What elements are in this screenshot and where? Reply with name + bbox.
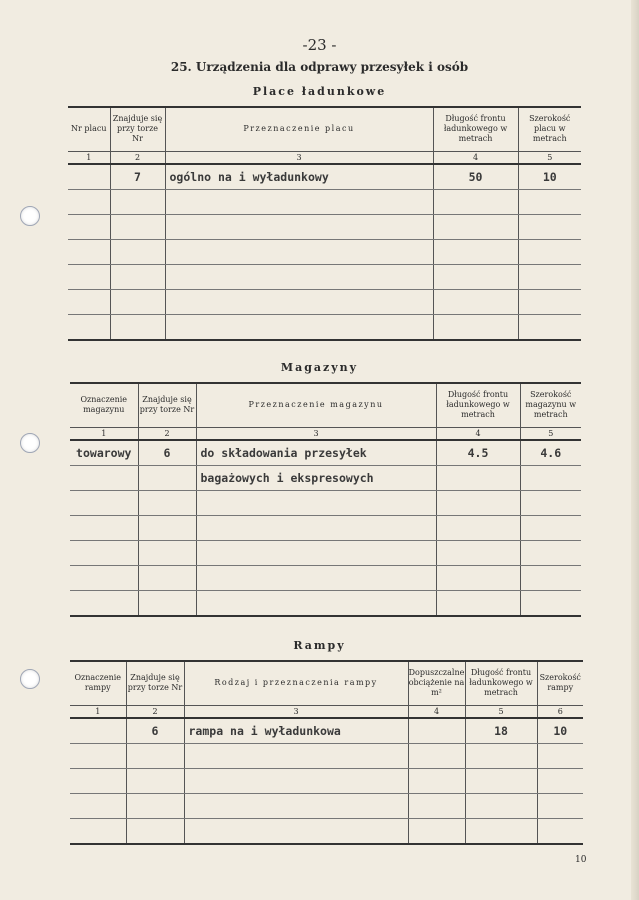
col-header: Rodzaj i przeznaczenia rampy	[184, 661, 408, 705]
rampy-table	[70, 660, 583, 845]
cell	[465, 743, 537, 768]
cell: rampa na i wyładunkowa	[184, 718, 408, 744]
cell: towarowy	[70, 440, 138, 466]
table-row	[68, 239, 581, 264]
cell	[126, 768, 184, 793]
cell	[126, 818, 184, 844]
cell	[68, 289, 110, 314]
cell	[165, 189, 433, 214]
rampy-title: Rampy	[293, 639, 346, 652]
col-number: 3	[165, 151, 433, 164]
cell	[70, 490, 138, 515]
table-row	[70, 515, 581, 540]
cell: 4.6	[520, 440, 581, 466]
cell: 18	[465, 718, 537, 744]
cell	[68, 164, 110, 190]
cell: 6	[126, 718, 184, 744]
cell: 4.5	[436, 440, 520, 466]
table-row	[70, 490, 581, 515]
cell	[70, 540, 138, 565]
table-row	[70, 565, 581, 590]
cell	[138, 565, 196, 590]
col-header: Przeznaczenie magazynu	[196, 383, 436, 427]
cell	[433, 239, 518, 264]
cell	[110, 214, 165, 239]
cell	[436, 515, 520, 540]
table-row	[70, 590, 581, 616]
cell	[184, 818, 408, 844]
cell	[184, 768, 408, 793]
table-row	[70, 768, 583, 793]
cell	[70, 590, 138, 616]
table-row	[68, 189, 581, 214]
cell	[408, 743, 465, 768]
cell	[196, 515, 436, 540]
cell	[110, 314, 165, 340]
punch-hole	[20, 669, 40, 689]
cell	[196, 540, 436, 565]
cell	[408, 793, 465, 818]
cell	[408, 818, 465, 844]
cell	[138, 515, 196, 540]
col-number: 6	[537, 705, 583, 718]
cell: 7	[110, 164, 165, 190]
cell	[184, 793, 408, 818]
col-header: Długość frontu ładunkowego w metrach	[465, 661, 537, 705]
table-row	[68, 289, 581, 314]
cell	[433, 264, 518, 289]
cell: 10	[518, 164, 581, 190]
table-row	[70, 465, 581, 490]
cell	[520, 565, 581, 590]
cell	[138, 465, 196, 490]
page-edge	[631, 0, 639, 900]
col-header: Nr placu	[68, 107, 110, 151]
col-header: Znajduje się przy torze Nr	[110, 107, 165, 151]
cell	[70, 515, 138, 540]
col-number: 4	[433, 151, 518, 164]
col-number: 2	[110, 151, 165, 164]
place-title: Place ładunkowe	[252, 85, 387, 98]
col-number: 4	[436, 427, 520, 440]
cell	[465, 818, 537, 844]
col-number: 1	[68, 151, 110, 164]
cell	[70, 718, 126, 744]
cell	[518, 314, 581, 340]
cell	[165, 239, 433, 264]
cell: 6	[138, 440, 196, 466]
table-row	[68, 214, 581, 239]
place-table	[68, 106, 581, 341]
cell	[165, 289, 433, 314]
cell	[465, 793, 537, 818]
cell: bagażowych i ekspresowych	[196, 465, 436, 490]
cell	[68, 239, 110, 264]
table-row	[68, 164, 581, 190]
cell	[70, 743, 126, 768]
cell	[436, 565, 520, 590]
cell	[518, 214, 581, 239]
col-header: Oznaczenie rampy	[70, 661, 126, 705]
cell	[70, 565, 138, 590]
cell	[433, 289, 518, 314]
col-number: 1	[70, 705, 126, 718]
cell	[408, 718, 465, 744]
col-header: Długość frontu ładunkowego w metrach	[433, 107, 518, 151]
col-number: 5	[465, 705, 537, 718]
cell	[408, 768, 465, 793]
cell: ogólno na i wyładunkowy	[165, 164, 433, 190]
cell	[436, 540, 520, 565]
cell	[138, 490, 196, 515]
cell	[518, 289, 581, 314]
cell	[138, 540, 196, 565]
table-row	[70, 793, 583, 818]
table-row	[70, 540, 581, 565]
table-row	[70, 718, 583, 744]
col-number: 2	[138, 427, 196, 440]
table-row	[70, 818, 583, 844]
cell	[126, 793, 184, 818]
cell	[518, 189, 581, 214]
cell	[110, 239, 165, 264]
cell	[70, 768, 126, 793]
col-header: Szerokość rampy	[537, 661, 583, 705]
cell	[165, 314, 433, 340]
col-number: 1	[70, 427, 138, 440]
col-number: 3	[184, 705, 408, 718]
magazyny-table	[70, 382, 581, 617]
cell	[465, 768, 537, 793]
punch-hole	[20, 433, 40, 453]
cell	[537, 793, 583, 818]
col-number: 5	[518, 151, 581, 164]
cell	[68, 264, 110, 289]
cell	[433, 189, 518, 214]
cell	[70, 465, 138, 490]
cell: 10	[537, 718, 583, 744]
cell	[520, 540, 581, 565]
cell	[436, 465, 520, 490]
table-row	[70, 743, 583, 768]
cell	[520, 590, 581, 616]
col-header: Długość frontu ładunkowego w metrach	[436, 383, 520, 427]
cell	[138, 590, 196, 616]
cell	[196, 565, 436, 590]
cell	[110, 289, 165, 314]
cell	[165, 214, 433, 239]
cell	[68, 214, 110, 239]
table-row	[68, 264, 581, 289]
table-row	[68, 314, 581, 340]
cell	[110, 264, 165, 289]
col-number: 4	[408, 705, 465, 718]
cell	[126, 743, 184, 768]
cell	[436, 590, 520, 616]
section-title: 25. Urządzenia dla odprawy przesyłek i osób	[170, 60, 469, 74]
cell	[196, 590, 436, 616]
cell: do składowania przesyłek	[196, 440, 436, 466]
cell	[70, 793, 126, 818]
cell	[518, 264, 581, 289]
cell	[518, 239, 581, 264]
cell	[68, 314, 110, 340]
page-number-top: -23 -	[302, 36, 337, 54]
cell	[184, 743, 408, 768]
cell	[165, 264, 433, 289]
cell	[70, 818, 126, 844]
col-number: 5	[520, 427, 581, 440]
cell	[520, 515, 581, 540]
cell	[110, 189, 165, 214]
cell	[433, 314, 518, 340]
cell	[68, 189, 110, 214]
col-number: 3	[196, 427, 436, 440]
cell	[520, 490, 581, 515]
cell	[537, 818, 583, 844]
cell	[436, 490, 520, 515]
col-header: Znajduje się przy torze Nr	[126, 661, 184, 705]
cell: 50	[433, 164, 518, 190]
col-header: Dopuszczalne obciążenie na m²	[408, 661, 465, 705]
col-number: 2	[126, 705, 184, 718]
col-header: Przeznaczenie placu	[165, 107, 433, 151]
cell	[537, 743, 583, 768]
col-header: Znajduje się przy torze Nr	[138, 383, 196, 427]
cell	[520, 465, 581, 490]
page-number-bottom: 10	[575, 855, 587, 865]
table-row	[70, 440, 581, 466]
cell	[433, 214, 518, 239]
col-header: Szerokość placu w metrach	[518, 107, 581, 151]
punch-hole	[20, 206, 40, 226]
magazyny-title: Magazyny	[280, 361, 359, 374]
col-header: Szerokość magazynu w metrach	[520, 383, 581, 427]
col-header: Oznaczenie magazynu	[70, 383, 138, 427]
cell	[196, 490, 436, 515]
cell	[537, 768, 583, 793]
